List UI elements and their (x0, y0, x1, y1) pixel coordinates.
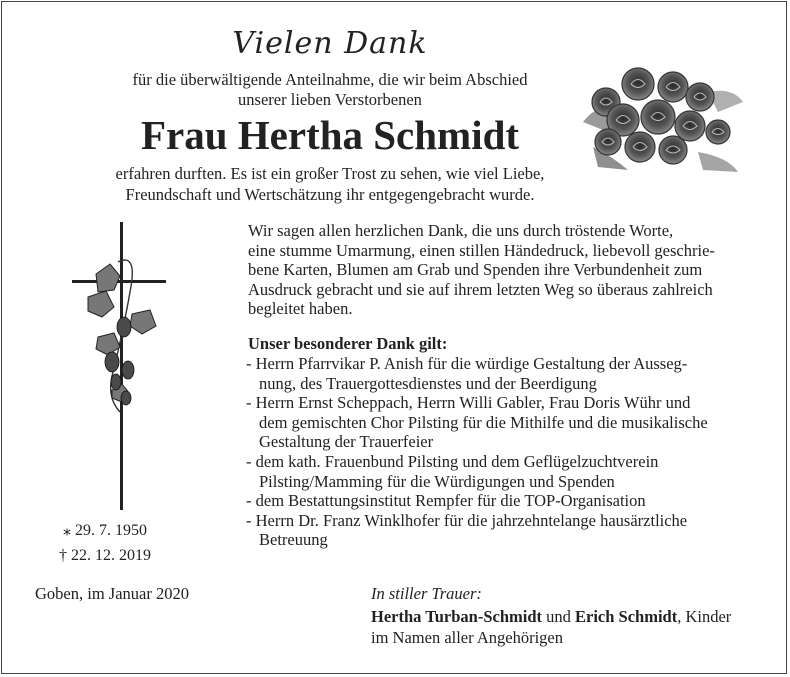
list-item: - dem Bestattungsinstitut Rempfer für die TOP-Organisation (246, 491, 646, 511)
deceased-name: Frau Hertha Schmidt (140, 112, 520, 158)
special-thanks-heading: Unser besonderer Dank gilt: (248, 334, 448, 353)
signers-line-1 (371, 606, 771, 627)
intro-text (0, 70, 660, 110)
list-item: - Herrn Ernst Scheppach, Herrn Willi Gabler, Frau Doris Wühr und dem gemischten Chor Pilsting für die Mithilfe und die musikalische Gestaltung der Trauerfeier (246, 393, 708, 452)
heading-vielen-dank: Vielen Dank (232, 26, 428, 61)
list-item: - Herrn Pfarrvikar P. Anish für die würdige Gestaltung der Ausseg- nung, des Trauergottesdienstes und der Beerdigung (246, 354, 688, 393)
special-thanks-list (246, 354, 766, 550)
signer-2: Erich Schmidt (575, 607, 678, 626)
intro-line-2: unserer lieben Verstorbenen (238, 90, 422, 109)
intro-line-1: für die überwältigende Anteilnahme, die wir beim Abschied (132, 70, 528, 89)
signer-1: Hertha Turban-Schmidt (371, 607, 542, 626)
place-date: Goben, im Januar 2020 (35, 584, 189, 603)
signers (371, 606, 771, 648)
list-item: - Herrn Dr. Franz Winklhofer für die jahrzehntelange hausärztliche Betreuung (246, 510, 688, 550)
roses-bouquet-icon (578, 62, 744, 174)
cross-with-hops-icon (68, 222, 178, 514)
trost-line-1: erfahren durften. Es ist ein großer Trost zu sehen, wie viel Liebe, (115, 164, 545, 183)
death-date: † 22. 12. 2019 (59, 547, 151, 564)
trost-line-2: Freundschaft und Wertschätzung ihr entgegengebracht wurde. (125, 185, 535, 204)
signer-connector: und (542, 607, 575, 626)
trost-text (0, 163, 660, 205)
thanks-paragraph: Wir sagen allen herzlichen Dank, die uns durch tröstende Worte, eine stumme Umarmung, einen stillen Händedruck, liebevoll geschrie- bene Karten, Blumen am Grab und Spenden ihre Verbundenheit zum Ausdruck gebracht und sie auf ihrem letzten Weg so überaus zahlreich begleitet haben. (248, 221, 715, 319)
mourning-label: In stiller Trauer: (371, 584, 482, 603)
signer-suffix: , Kinder (677, 607, 732, 626)
life-dates (30, 518, 180, 568)
list-item: - dem kath. Frauenbund Pilsting und dem Geflügelzuchtverein Pilsting/Mamming für die Würdigungen und Spenden (246, 451, 659, 491)
birth-date: ⁎ 29. 7. 1950 (63, 522, 147, 539)
signers-line-2: im Namen aller Angehörigen (371, 628, 563, 647)
